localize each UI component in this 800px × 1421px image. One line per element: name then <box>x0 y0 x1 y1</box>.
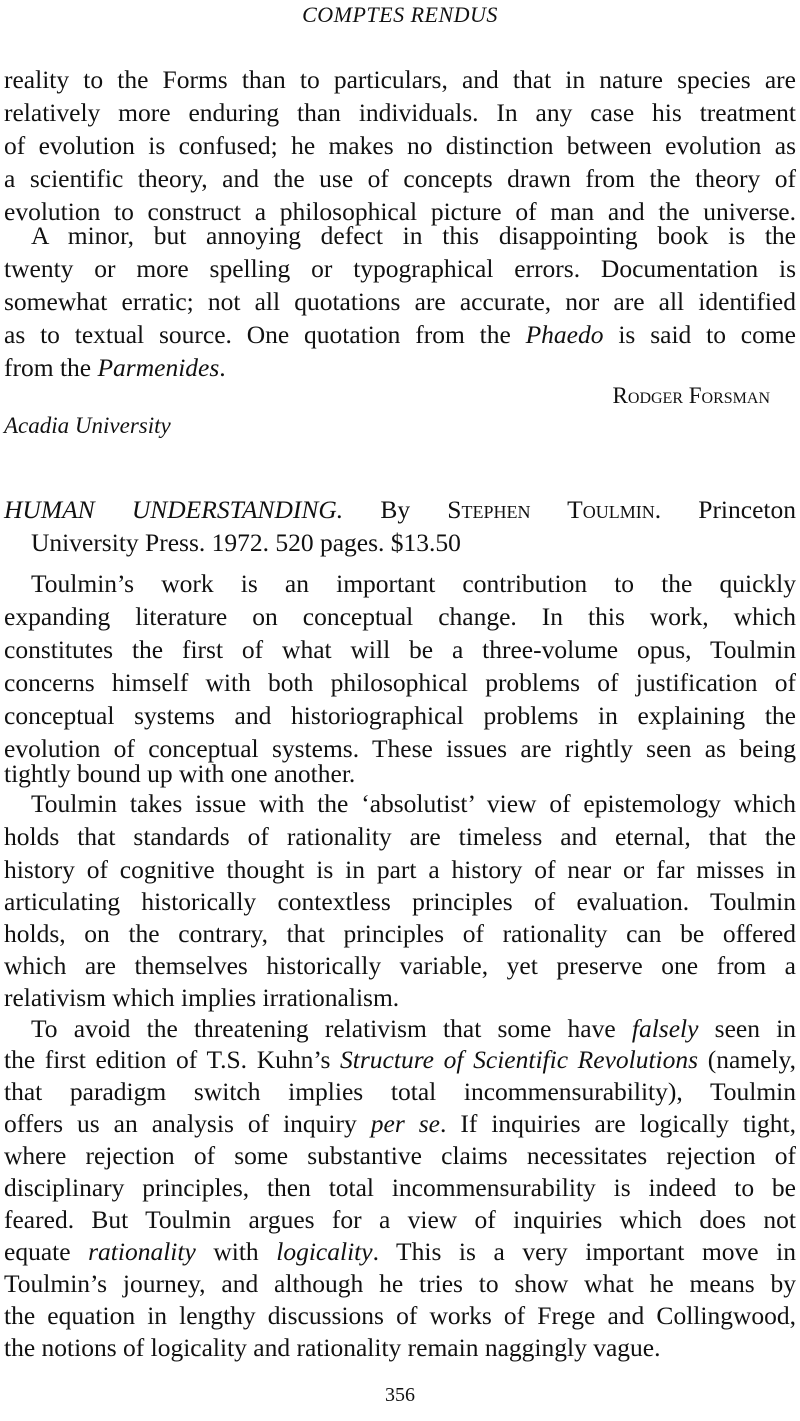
text-line: where rejection of some substantive claims necessitates rejection of <box>4 1141 796 1170</box>
text-run: . <box>219 353 226 382</box>
text-line: concerns himself with both philosophical problems of justification of <box>4 668 796 697</box>
text-run: To avoid the threatening relativism that some have <box>31 1014 632 1043</box>
text-run: . If inquiries are logically tight, <box>439 1109 797 1138</box>
book-author: Stephen Toulmin. <box>447 495 662 524</box>
emphasis: falsely <box>631 1014 699 1043</box>
text-run: equate <box>4 1237 89 1266</box>
text-run: offers us an analysis of inquiry <box>4 1109 371 1138</box>
text-run: from the <box>4 353 98 382</box>
emphasis: logicality <box>276 1237 373 1266</box>
emphasis: rationality <box>88 1237 196 1266</box>
text-line: which are themselves historically variable, yet preserve one from a <box>4 951 796 980</box>
text-run: (namely, <box>698 1045 796 1074</box>
text-line <box>4 319 796 351</box>
reviewer-signature: Rodger Forsman <box>612 383 770 408</box>
text-line: the notions of logicality and rationality remain naggingly vague. <box>4 1333 661 1362</box>
running-head: COMPTES RENDUS <box>302 2 498 27</box>
text-line: Toulmin’s journey, and although he tries to show what he means by <box>4 1269 796 1298</box>
book-citation-line-1 <box>4 494 796 526</box>
work-title-structure: Structure of Scientific Revolutions <box>340 1045 699 1074</box>
text-line: the equation in lengthy discussions of works of Frege and Collingwood, <box>4 1301 796 1330</box>
work-title-parmenides: Parmenides <box>97 353 220 382</box>
text-run: the first edition of T.S. Kuhn’s <box>4 1045 341 1074</box>
text-run: as to textual source. One quotation from the <box>4 320 526 349</box>
text-line: Toulmin takes issue with the ‘absolutist’ view of epistemology which <box>31 789 796 818</box>
text-line: tightly bound up with one another. <box>4 759 356 788</box>
text-line: holds that standards of rationality are timeless and eternal, that the <box>4 822 796 851</box>
text-line: expanding literature on conceptual change. In this work, which <box>4 602 796 631</box>
book-citation-line-2: University Press. 1972. 520 pages. $13.50 <box>31 528 461 557</box>
text-run: By <box>343 495 448 524</box>
text-line <box>4 1236 796 1268</box>
text-line: twenty or more spelling or typographical errors. Documentation is <box>4 254 796 283</box>
text-line: articulating historically contextless principles of evaluation. Toulmin <box>4 887 796 916</box>
text-line <box>31 1013 796 1045</box>
text-run: seen in <box>698 1014 796 1043</box>
text-line: Toulmin’s work is an important contribution to the quickly <box>31 569 796 598</box>
work-title-phaedo: Phaedo <box>525 320 604 349</box>
text-line: A minor, but annoying defect in this disappointing book is the <box>31 221 796 250</box>
text-line: evolution of conceptual systems. These issues are rightly seen as being <box>4 734 796 763</box>
text-line: of evolution is confused; he makes no distinction between evolution as <box>4 131 796 160</box>
text-run: . This is a very important move in <box>372 1237 796 1266</box>
text-line: relatively more enduring than individuals. In any case his treatment <box>4 98 796 127</box>
text-line: history of cognitive thought is in part a history of near or far misses in <box>4 855 796 884</box>
text-line: reality to the Forms than to particulars, and that in nature species are <box>4 65 796 94</box>
page-number: 356 <box>385 1384 415 1406</box>
text-line: evolution to construct a philosophical picture of man and the universe. <box>4 197 796 226</box>
text-line: a scientific theory, and the use of concepts drawn from the theory of <box>4 164 796 193</box>
text-line: relativism which implies irrationalism. <box>4 983 400 1012</box>
book-title: HUMAN UNDERSTANDING. <box>4 495 344 524</box>
reviewer-affiliation: Acadia University <box>4 413 171 438</box>
text-line: that paradigm switch implies total incommensurability), Toulmin <box>4 1077 796 1106</box>
text-run: is said to come <box>603 320 796 349</box>
text-line: somewhat erratic; not all quotations are accurate, nor are all identified <box>4 287 796 316</box>
text-run: Princeton <box>661 495 796 524</box>
text-run: with <box>195 1237 277 1266</box>
emphasis: per se <box>370 1109 440 1138</box>
text-line <box>4 1108 796 1140</box>
text-line <box>4 1044 796 1076</box>
text-line: holds, on the contrary, that principles of rationality can be offered <box>4 919 796 948</box>
text-line: feared. But Toulmin argues for a view of inquiries which does not <box>4 1205 796 1234</box>
text-line: disciplinary principles, then total incommensurability is indeed to be <box>4 1173 796 1202</box>
text-line: constitutes the first of what will be a three-volume opus, Toulmin <box>4 635 796 664</box>
text-line: conceptual systems and historiographical problems in explaining the <box>4 701 796 730</box>
